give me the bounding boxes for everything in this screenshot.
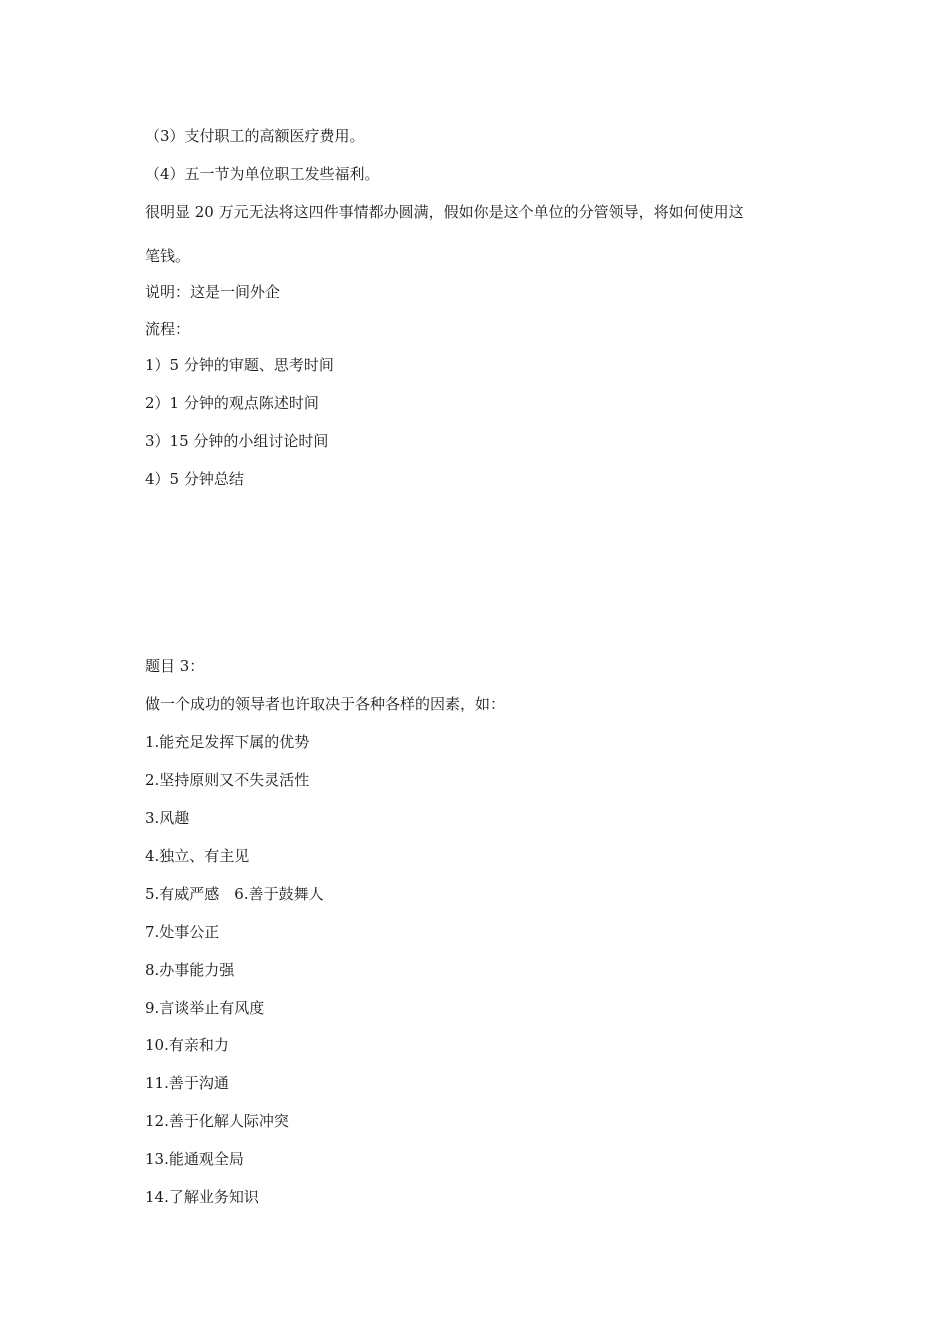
factor-item: 12.善于化解人际冲突 bbox=[145, 1112, 289, 1130]
factor-item: 10.有亲和力 bbox=[145, 1036, 229, 1054]
note-text: 说明：这是一间外企 bbox=[145, 283, 281, 301]
factor-item: 4.独立、有主见 bbox=[145, 847, 250, 865]
question-line-1: 很明显 20 万元无法将这四件事情都办圆满，假如你是这个单位的分管领导，将如何使用这 bbox=[145, 203, 744, 221]
question-line-2: 笔钱。 bbox=[145, 247, 191, 265]
process-step: 3）15 分钟的小组讨论时间 bbox=[145, 432, 329, 450]
section-title: 题目 3： bbox=[145, 657, 205, 675]
factor-item: 7.处事公正 bbox=[145, 923, 220, 941]
factor-item: 14.了解业务知识 bbox=[145, 1188, 259, 1206]
factor-item: 3.风趣 bbox=[145, 809, 190, 827]
factor-item: 2.坚持原则又不失灵活性 bbox=[145, 771, 310, 789]
process-step: 4）5 分钟总结 bbox=[145, 470, 244, 488]
process-step: 1）5 分钟的审题、思考时间 bbox=[145, 356, 334, 374]
factor-item: 8.办事能力强 bbox=[145, 961, 235, 979]
factor-item: 5.有威严感 6.善于鼓舞人 bbox=[145, 885, 324, 903]
factor-item: 9.言谈举止有风度 bbox=[145, 999, 265, 1017]
factor-item: 1.能充足发挥下属的优势 bbox=[145, 733, 310, 751]
factor-item: 11.善于沟通 bbox=[145, 1074, 229, 1092]
factor-item: 13.能通观全局 bbox=[145, 1150, 244, 1168]
process-step: 2）1 分钟的观点陈述时间 bbox=[145, 394, 319, 412]
item-3: （3）支付职工的高额医疗费用。 bbox=[145, 127, 365, 145]
section-intro: 做一个成功的领导者也许取决于各种各样的因素，如： bbox=[145, 695, 506, 713]
process-title: 流程： bbox=[145, 320, 191, 338]
item-4: （4）五一节为单位职工发些福利。 bbox=[145, 165, 380, 183]
